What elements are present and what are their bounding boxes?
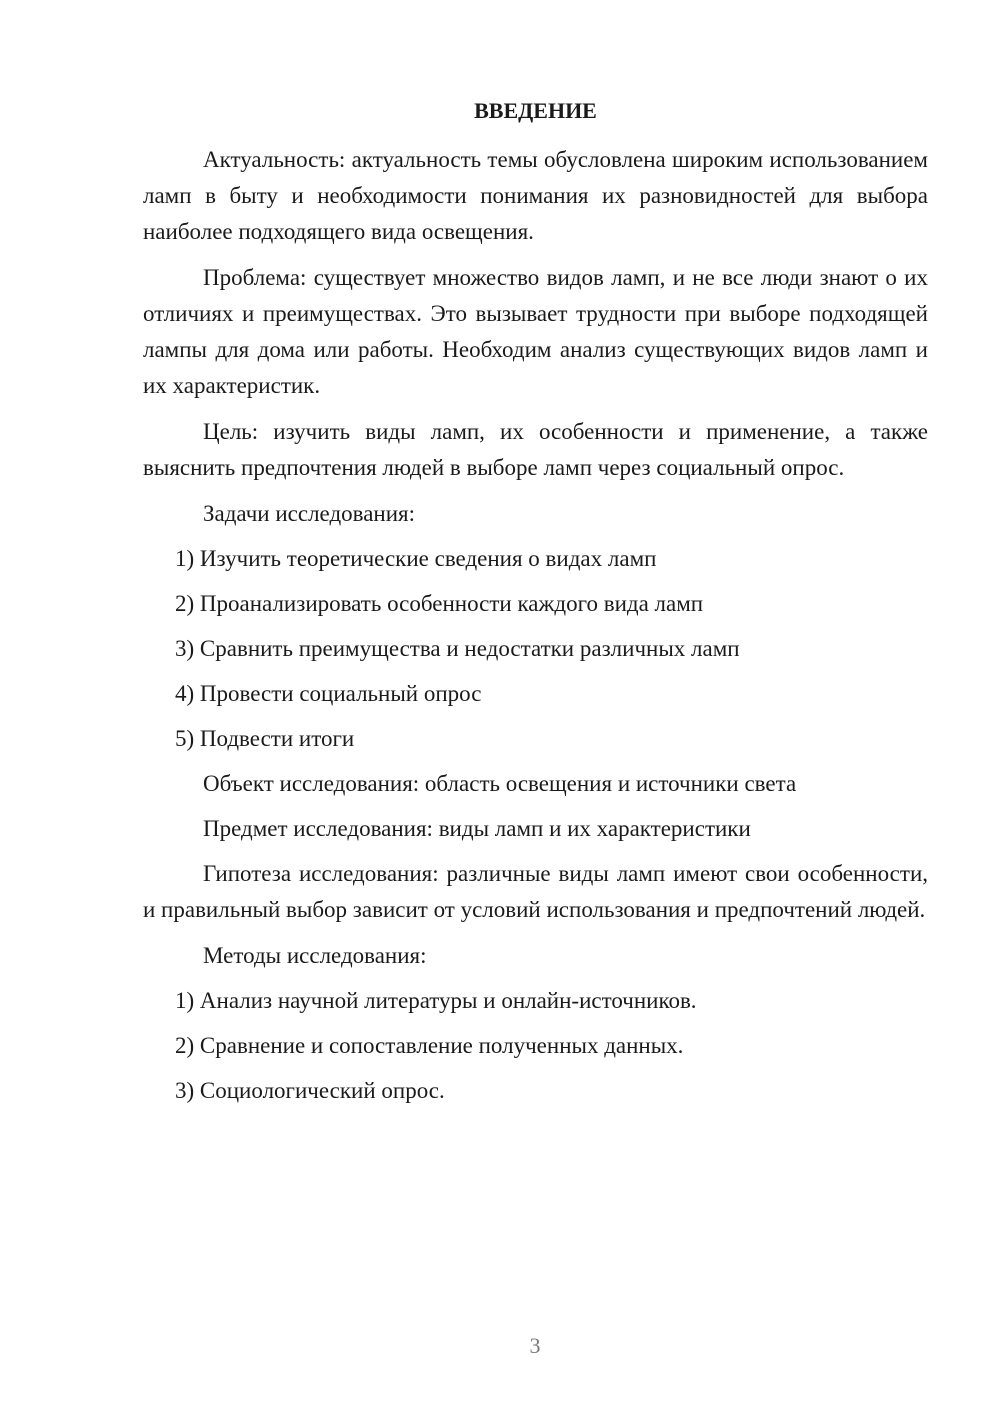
page-number: 3 (529, 1333, 541, 1358)
method-item-1: 1) Анализ научной литературы и онлайн-источников. (175, 988, 697, 1013)
task-item-3: 3) Сравнить преимущества и недостатки различных ламп (175, 636, 740, 661)
task-item-5: 5) Подвести итоги (175, 726, 355, 751)
goal-paragraph: Цель: изучить виды ламп, их особенности и применение, а также выяснить предпочтения людей в выборе ламп через социальный опрос. (143, 419, 928, 480)
problem-paragraph: Проблема: существует множество видов ламп, и не все люди знают о их отличиях и преимуществах. Это вызывает трудности при выборе подходящей лампы для дома или работы. Необходим анализ существующих видов ламп и их характеристик. (143, 265, 928, 398)
method-item-2: 2) Сравнение и сопоставление полученных данных. (175, 1033, 684, 1058)
research-object: Объект исследования: область освещения и источники света (203, 771, 797, 796)
relevance-paragraph: Актуальность: актуальность темы обусловлена широким использованием ламп в быту и необходимости понимания их разновидностей для выбора наиболее подходящего вида освещения. (143, 147, 928, 244)
research-subject: Предмет исследования: виды ламп и их характеристики (203, 816, 751, 841)
page-title: ВВЕДЕНИЕ (474, 98, 597, 123)
task-item-2: 2) Проанализировать особенности каждого вида ламп (175, 591, 704, 616)
task-item-1: 1) Изучить теоретические сведения о видах ламп (175, 546, 657, 571)
document-body (143, 94, 928, 1118)
task-item-4: 4) Провести социальный опрос (175, 681, 482, 706)
tasks-heading: Задачи исследования: (203, 501, 416, 526)
methods-heading: Методы исследования: (203, 943, 427, 968)
hypothesis-paragraph: Гипотеза исследования: различные виды ламп имеют свои особенности, и правильный выбор зависит от условий использования и предпочтений людей. (143, 861, 928, 922)
method-item-3: 3) Социологический опрос. (175, 1078, 445, 1103)
